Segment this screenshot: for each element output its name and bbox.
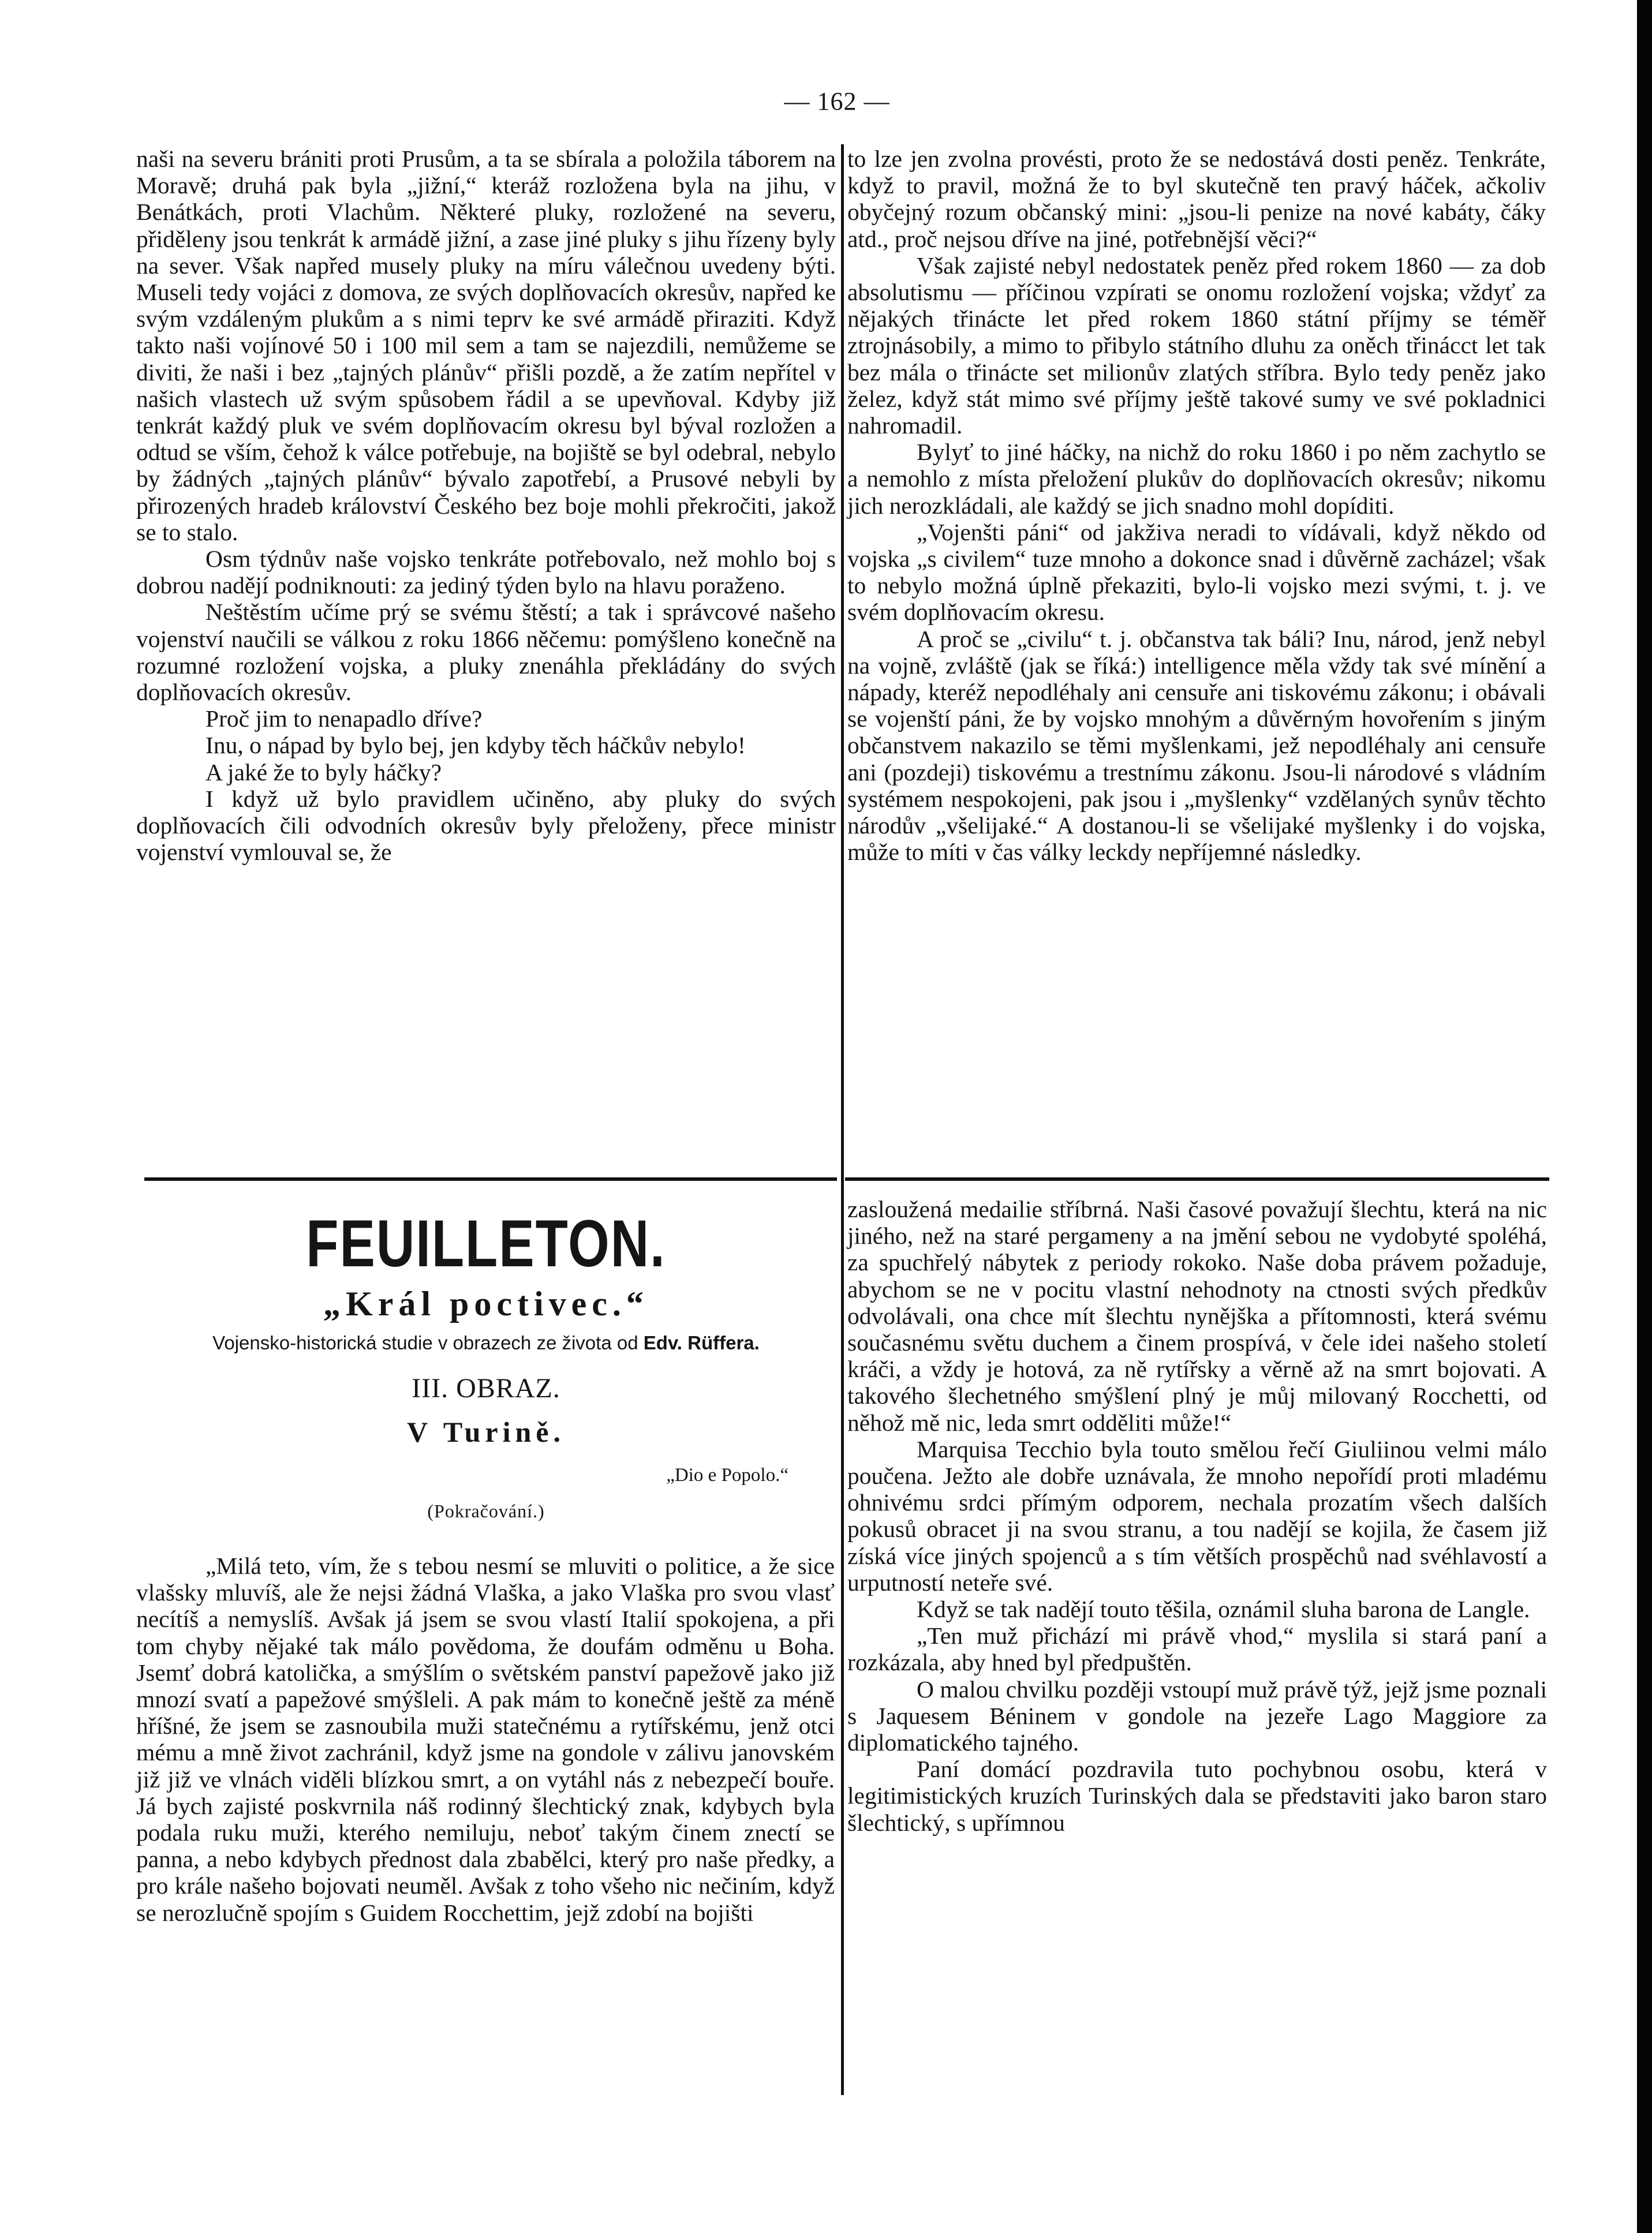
- article-paragraph: Inu, o nápad by bylo bej, jen kdyby těch háčkův nebylo!: [205, 732, 746, 759]
- article-paragraph: „Vojenšti páni“ od jakživa neradi to vídávali, když někdo od vojska „s civilem“ tuze mnoho a dokonce snad i důvěrně zacházel; však to nebylo možná úplně překaziti, bylo-li vojsko mezi svými, t. j. ve svém doplňovacím okresu.: [847, 518, 1546, 626]
- feuilleton-paragraph: zasloužená medailie stříbrná. Naši časové považují šlechtu, která na nic jiného, než na staré pergameny a na jmění sebou ne vydobyté spoléhá, za spuchřelý nábytek z periody rokoko. Naše doba právem požaduje, abychom se ne v pocitu vlastní nehodnoty na ctnosti svých předkův odvolávali, ona chce mít šlechtu nynějška a přítomnosti, která svému současnému světu duchem a činem prospívá, v čele idei našeho století kráči, a vždy je hotová, za ně rytířsky a věrně až na smrt bojovati. A takového šlechetného smýšlení plný je můj milovaný Rocchetti, od něhož mě nic, leda smrt odděliti může!“: [847, 1196, 1547, 1436]
- article-paragraph: Proč jim to nenapadlo dříve?: [205, 705, 483, 732]
- article-paragraph: Bylyť to jiné háčky, na nichž do roku 1860 i po něm zachytlo se a nemohlo z místa přeložení plukův do doplňovacích okresův; nikomu jich nerozkládali, ale každý se jich snadno mohl dopíditi.: [847, 439, 1546, 519]
- chapter-title: III. OBRAZ.: [412, 1373, 560, 1404]
- feuilleton-paragraph: Paní domácí pozdravila tuto pochybnou osobu, která v legitimistických kruzích Turinských dala se představiti jako baron staro šlechtický, s upřímnou: [847, 1756, 1547, 1836]
- section-divider-left: [144, 1177, 837, 1181]
- feuilleton-right-column: [847, 1196, 1547, 1836]
- feuilleton-paragraph: Když se tak nadějí touto těšila, oznámil sluha barona de Langle.: [917, 1596, 1530, 1623]
- epigraph: „Dio e Popolo.“: [666, 1465, 788, 1486]
- article-paragraph: Osm týdnův naše vojsko tenkráte potřebovalo, než mohlo boj s dobrou nadějí podniknouti: za jediný týden bylo na hlavu poraženo.: [136, 545, 836, 599]
- feuilleton-heading: FEUILLETON.: [306, 1207, 666, 1281]
- article-paragraph: naši na severu brániti proti Prusům, a ta se sbírala a položila táborem na Moravě; druhá pak byla „jižní,“ kteráž rozložena byla na jihu, v Benátkách, proti Vlachům. Některé pluky, rozložené na severu, přiděleny jsou tenkrát k armádě jižní, a zase jiné pluky s jihu řízeny byly na sever. Však napřed musely pluky na míru válečnou uvedeny býti. Museli tedy vojáci z domova, ze svých doplňovacích okresův, napřed ke svým vzdáleným plukům a s nimi teprv ke své armádě přiraziti. Když takto naši vojínové 50 i 100 mil sem a tam se najezdili, nemůžeme se diviti, že naši i bez „tajných plánův“ přišli pozdě, a že zatím nepřítel v našich vlastech už svým spůsobem řádil a se upevňoval. Kdyby již tenkrát každý pluk ve svém doplňovacím okresu byl býval rozložen a odtud se vším, čehož k válce potřebuje, na bojiště se byl odebral, nebylo by žádných „tajných plánův“ bývalo zapotřebí, a Prusové nebyli by přirozených hradeb království Českého bez boje mohli překročiti, jakož se to stalo.: [136, 145, 836, 545]
- chapter-place: V Turině.: [407, 1416, 565, 1448]
- author-name: Edv. Rüffera.: [643, 1332, 760, 1353]
- subtitle-text: Vojensko-historická studie v obrazech ze života od: [212, 1332, 638, 1353]
- column-divider: [841, 144, 844, 2095]
- feuilleton-paragraph: „Ten muž přichází mi právě vhod,“ myslila si stará paní a rozkázala, aby hned byl předpuštěn.: [847, 1622, 1547, 1676]
- article-paragraph: Neštěstím učíme prý se svému štěstí; a tak i správcové našeho vojenství naučili se válkou z roku 1866 něčemu: pomýšleno konečně na rozumné rozložení vojska, a pluky znenáhla překládány do svých doplňovacích okresův.: [136, 599, 836, 706]
- article-paragraph: A jaké že to byly háčky?: [205, 758, 442, 786]
- article-paragraph: to lze jen zvolna provésti, proto že se nedostává dosti peněz. Tenkráte, když to pravil, možná že to byl skutečně ten pravý háček, ačkoliv obyčejný rozum občanský mini: „jsou-li penize na nové kabáty, čáky atd., proč nejsou dříve na jiné, potřebnější věci?“: [847, 145, 1546, 252]
- story-title: „Král poctivec.“: [323, 1285, 649, 1323]
- article-paragraph: I když už bylo pravidlem učiněno, aby pluky do svých doplňovacích čili odvodních okresův byly přeloženy, přece ministr vojenství vymlouval se, že: [136, 785, 836, 866]
- feuilleton-paragraph: O malou chvilku později vstoupí muž právě týž, jejž jsme poznali s Jaquesem Béninem v gondole na jezeře Lago Maggiore za diplomatického tajného.: [847, 1675, 1547, 1756]
- feuilleton-paragraph: „Milá teto, vím, že s tebou nesmí se mluviti o politice, a že sice vlašsky mluvíš, ale že nejsi žádná Vlaška, a jako Vlaška pro svou vlasť necítíš a nemyslíš. Avšak já jsem se svou vlastí Italií spokojena, a při tom chyby nějaké tak málo povědoma, že doufám odměnu u Boha. Jsemť dobrá katolička, a smýšlím o světském panství papežově jako již mnozí svatí a papežové smýšleli. A pak mám to konečně ještě za méně hříšné, že jsem se zasnoubila muži statečnému a rytířskému, jenž otci mému a mně život zachránil, když jsme na gondole v zálivu janovském již již ve vlnách viděli blízkou smrt, a on vytáhl nás z nebezpečí bouře. Já bych zajisté poskvrnila náš rodinný šlechtický znak, kdybych byla podala ruku muži, kterého nemiluju, neboť takým činem znectí se panna, a nebo kdybych přednost dala zbabělci, který pro naše předky, a pro krále našeho bojovati neuměl. Avšak z toho všeho nic nečiním, když se nerozlučně spojím s Guidem Rocchettim, jejž zdobí na bojišti: [136, 1553, 835, 1926]
- feuilleton-paragraph: Marquisa Tecchio byla touto smělou řečí Giuliinou velmi málo poučena. Ježto ale dobře uznávala, že mnoho nepořídí proti mladému ohnivému srdci přímým odporem, nechala prozatím všech dalších pokusů obracet ji na svou stranu, a tou nadějí se kojila, že časem již získá více jiných spojenců a s tím větších prospěchů nad svéhlavostí a urputností neteře své.: [847, 1435, 1547, 1596]
- story-subtitle: [136, 1332, 836, 1354]
- section-divider-right: [845, 1177, 1549, 1181]
- page-number: — 162 —: [784, 87, 890, 115]
- article-paragraph: Však zajisté nebyl nedostatek peněz před rokem 1860 — za dob absolutismu — příčinou vzpírati se onomu rozložení vojska; vždyť za nějakých třinácte let před rokem 1860 státní příjmy se téměř ztrojnásobily, a mimo to přibylo státního dluhu za oněch třinácct let tak bez mála o třinácte set milionův zlatých stříbra. Bylo tedy peněz jako želez, když stát mimo své příjmy ještě takové sumy ve své pokladnici nahromadil.: [847, 252, 1546, 439]
- article-paragraph: A proč se „civilu“ t. j. občanstva tak báli? Inu, národ, jenž nebyl na vojně, zvláště (jak se říká:) intelligence měla vždy tak své mínění a nápady, kteréž nepodléhaly ani censuře ani tiskovému zákonu; i obávali se vojenští páni, že by vojsko mnohým a důvěrným hovořením s jiným občanstvem nakazilo se těmi myšlenkami, jež nepodléhaly ani censuře ani (pozdeji) tiskovému a trestnímu zákonu. Jsou-li národové s vládním systémem nespokojeni, pak jsou i „myšlenky“ vzdělaných synův těchto národův „všelijaké.“ A dostanou-li se všelijaké myšlenky i do vojska, může to míti v čas války leckdy nepříjemné následky.: [847, 625, 1546, 866]
- article-right-column: [847, 145, 1546, 865]
- feuilleton-left-column: [136, 1553, 835, 1926]
- page-edge-shadow: [1637, 0, 1652, 2233]
- continued-note: (Pokračování.): [427, 1501, 545, 1521]
- article-left-column: [136, 145, 836, 865]
